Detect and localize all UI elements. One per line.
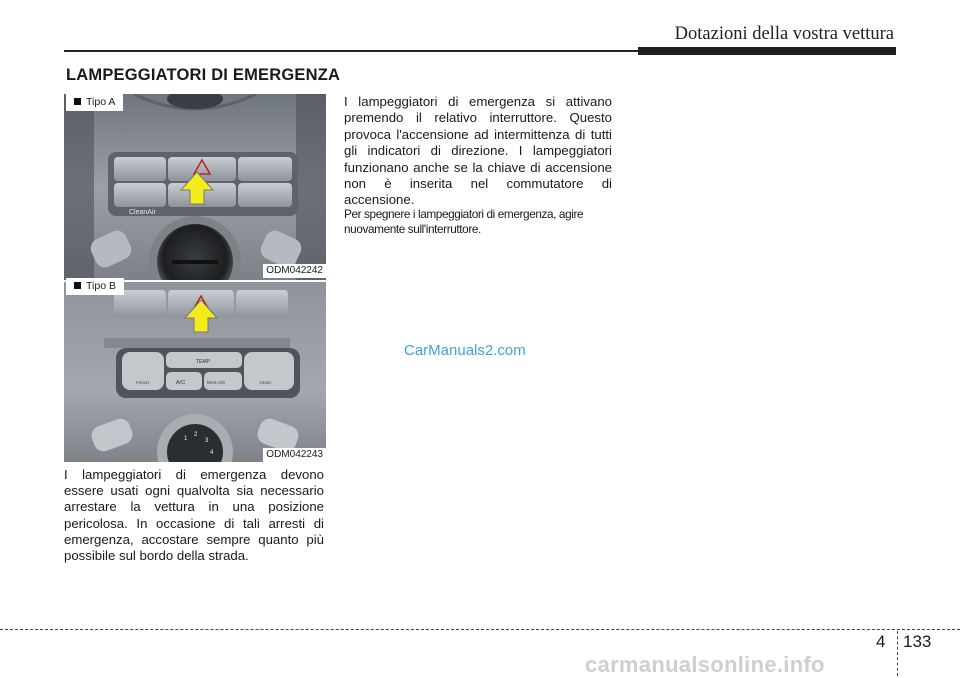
figure-b-code: ODM042243 [263, 448, 326, 462]
figure-a-code: ODM042242 [263, 264, 326, 278]
dial-number: 1 [184, 436, 188, 442]
dial-number: 4 [210, 450, 214, 456]
chapter-number: 4 [876, 632, 886, 651]
dashboard-photo-b [64, 282, 326, 462]
header-bar [638, 47, 896, 55]
temp-label: TEMP [196, 359, 210, 365]
body-right-note: Per spegnere i lampeggiatori di emergenza, agire nuovamente sull'interruttore. [344, 207, 584, 236]
dial-number: 2 [194, 432, 198, 438]
max-ac-label: MAX A/C [207, 380, 226, 385]
section-title: LAMPEGGIATORI DI EMERGENZA [66, 66, 341, 84]
square-bullet-icon [74, 282, 81, 289]
header-section-title: Dotazioni della vostra vettura [674, 24, 894, 44]
body-right-paragraph: I lampeggiatori di emergenza si attivano premendo il relativo interruttore. Questo provoca l'accensione ad intermittenza di tutti gli indicatori di direzione. I lampeggiatori funzionano anche se la chiave di accensione non è inserita nel commutatore di accensione. [344, 94, 612, 208]
body-left-paragraph: I lampeggiatori di emergenza devono essere usati ogni qualvolta sia necessario arrestare la vettura in una posizione pericolosa. In occasione di tali arresti di emergenza, accostare sempre quanto più possibile sul bordo della strada. [64, 467, 324, 564]
cleanair-logo-text: CleanAir [129, 209, 156, 216]
figure-tipo-a [64, 94, 326, 280]
footer-dashed-rule [0, 629, 960, 630]
front-label: FRONT [136, 380, 150, 385]
dashboard-photo-a [64, 94, 326, 280]
site-watermark: carmanualsonline.info [585, 652, 825, 677]
dial-number: 3 [205, 438, 209, 444]
watermark-carmanuals2: CarManuals2.com [404, 342, 526, 359]
figure-tipo-b [64, 282, 326, 462]
figure-a-label: Tipo A [66, 94, 123, 111]
page-number: 133 [903, 632, 932, 651]
ac-label: A/C [176, 380, 186, 386]
figure-b-label: Tipo B [66, 278, 124, 295]
rear-label: REAR [260, 380, 272, 385]
square-bullet-icon [74, 98, 81, 105]
footer-divider [897, 631, 898, 676]
header-rule [64, 50, 638, 52]
